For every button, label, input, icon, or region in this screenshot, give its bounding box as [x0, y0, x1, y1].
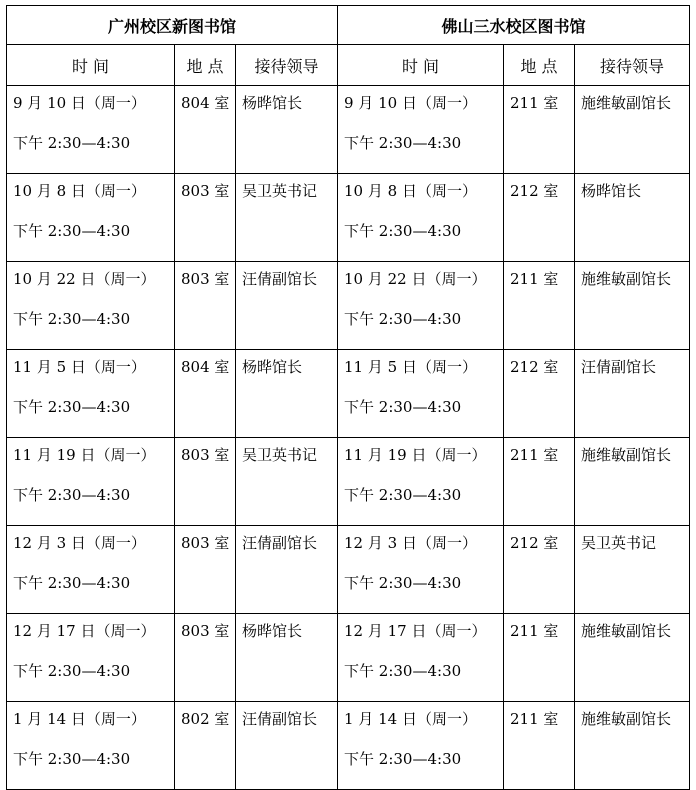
gz-leader: 杨晔馆长 — [236, 614, 338, 702]
campus-header-row — [7, 6, 690, 45]
fs-time-range: 下午 2:30—4:30 — [344, 134, 462, 152]
gz-time-cell — [7, 350, 175, 438]
fs-leader: 施维敏副馆长 — [575, 262, 690, 350]
gz-time-cell — [7, 174, 175, 262]
fs-time-cell — [338, 350, 504, 438]
gz-leader: 杨晔馆长 — [236, 350, 338, 438]
fs-room: 211 室 — [504, 614, 575, 702]
gz-leader: 汪倩副馆长 — [236, 702, 338, 790]
gz-date: 12 月 17 日（周一） — [13, 622, 156, 640]
fs-time-cell — [338, 438, 504, 526]
fs-leader: 施维敏副馆长 — [575, 86, 690, 174]
campus-title-guangzhou: 广州校区新图书馆 — [7, 6, 338, 45]
gz-time-range: 下午 2:30—4:30 — [13, 486, 131, 504]
fs-room: 211 室 — [504, 262, 575, 350]
fs-room: 211 室 — [504, 702, 575, 790]
table-row — [7, 262, 690, 350]
gz-leader: 吴卫英书记 — [236, 174, 338, 262]
fs-time-range: 下午 2:30—4:30 — [344, 662, 462, 680]
gz-leader-header: 接待领导 — [236, 45, 338, 86]
gz-time-range: 下午 2:30—4:30 — [13, 574, 131, 592]
gz-time-cell — [7, 438, 175, 526]
gz-leader: 汪倩副馆长 — [236, 262, 338, 350]
fs-leader: 杨晔馆长 — [575, 174, 690, 262]
fs-leader: 施维敏副馆长 — [575, 614, 690, 702]
gz-room: 803 室 — [175, 438, 236, 526]
table-row — [7, 350, 690, 438]
fs-room: 211 室 — [504, 86, 575, 174]
gz-date: 10 月 8 日（周一） — [13, 182, 146, 200]
gz-time-range: 下午 2:30—4:30 — [13, 398, 131, 416]
gz-leader: 杨晔馆长 — [236, 86, 338, 174]
gz-room: 803 室 — [175, 174, 236, 262]
gz-location-header: 地 点 — [175, 45, 236, 86]
gz-time-cell — [7, 526, 175, 614]
fs-time-cell — [338, 526, 504, 614]
table-row — [7, 86, 690, 174]
fs-time-range: 下午 2:30—4:30 — [344, 750, 462, 768]
gz-date: 1 月 14 日（周一） — [13, 710, 146, 728]
fs-leader-header: 接待领导 — [575, 45, 690, 86]
gz-time-range: 下午 2:30—4:30 — [13, 310, 131, 328]
gz-time-range: 下午 2:30—4:30 — [13, 750, 131, 768]
schedule-body — [7, 86, 690, 790]
gz-room: 802 室 — [175, 702, 236, 790]
fs-date: 10 月 22 日（周一） — [344, 270, 487, 288]
gz-time-range: 下午 2:30—4:30 — [13, 222, 131, 240]
fs-time-range: 下午 2:30—4:30 — [344, 310, 462, 328]
gz-date: 9 月 10 日（周一） — [13, 94, 146, 112]
table-row — [7, 702, 690, 790]
table-row — [7, 174, 690, 262]
table-row — [7, 614, 690, 702]
fs-time-cell — [338, 262, 504, 350]
fs-time-range: 下午 2:30—4:30 — [344, 398, 462, 416]
gz-room: 803 室 — [175, 614, 236, 702]
fs-time-cell — [338, 174, 504, 262]
fs-time-range: 下午 2:30—4:30 — [344, 222, 462, 240]
gz-time-cell — [7, 614, 175, 702]
gz-room: 803 室 — [175, 526, 236, 614]
gz-time-cell — [7, 702, 175, 790]
gz-time-cell — [7, 262, 175, 350]
gz-room: 804 室 — [175, 350, 236, 438]
fs-date: 12 月 3 日（周一） — [344, 534, 477, 552]
fs-room: 212 室 — [504, 526, 575, 614]
gz-room: 804 室 — [175, 86, 236, 174]
gz-date: 11 月 19 日（周一） — [13, 446, 156, 464]
campus-title-foshan: 佛山三水校区图书馆 — [338, 6, 690, 45]
gz-date: 12 月 3 日（周一） — [13, 534, 146, 552]
fs-room: 212 室 — [504, 350, 575, 438]
fs-leader: 施维敏副馆长 — [575, 438, 690, 526]
fs-time-range: 下午 2:30—4:30 — [344, 574, 462, 592]
fs-time-cell — [338, 614, 504, 702]
column-header-row — [7, 45, 690, 86]
table-row — [7, 438, 690, 526]
schedule-table — [6, 5, 690, 790]
fs-room: 212 室 — [504, 174, 575, 262]
table-row — [7, 526, 690, 614]
fs-leader: 施维敏副馆长 — [575, 702, 690, 790]
fs-leader: 吴卫英书记 — [575, 526, 690, 614]
fs-date: 10 月 8 日（周一） — [344, 182, 477, 200]
gz-leader: 汪倩副馆长 — [236, 526, 338, 614]
gz-time-cell — [7, 86, 175, 174]
gz-room: 803 室 — [175, 262, 236, 350]
fs-leader: 汪倩副馆长 — [575, 350, 690, 438]
gz-time-header: 时 间 — [7, 45, 175, 86]
gz-leader: 吴卫英书记 — [236, 438, 338, 526]
fs-date: 1 月 14 日（周一） — [344, 710, 477, 728]
fs-date: 12 月 17 日（周一） — [344, 622, 487, 640]
fs-location-header: 地 点 — [504, 45, 575, 86]
gz-date: 11 月 5 日（周一） — [13, 358, 146, 376]
fs-time-header: 时 间 — [338, 45, 504, 86]
fs-date: 11 月 5 日（周一） — [344, 358, 477, 376]
fs-date: 9 月 10 日（周一） — [344, 94, 477, 112]
fs-room: 211 室 — [504, 438, 575, 526]
fs-date: 11 月 19 日（周一） — [344, 446, 487, 464]
gz-time-range: 下午 2:30—4:30 — [13, 662, 131, 680]
fs-time-cell — [338, 702, 504, 790]
gz-time-range: 下午 2:30—4:30 — [13, 134, 131, 152]
fs-time-cell — [338, 86, 504, 174]
gz-date: 10 月 22 日（周一） — [13, 270, 156, 288]
fs-time-range: 下午 2:30—4:30 — [344, 486, 462, 504]
